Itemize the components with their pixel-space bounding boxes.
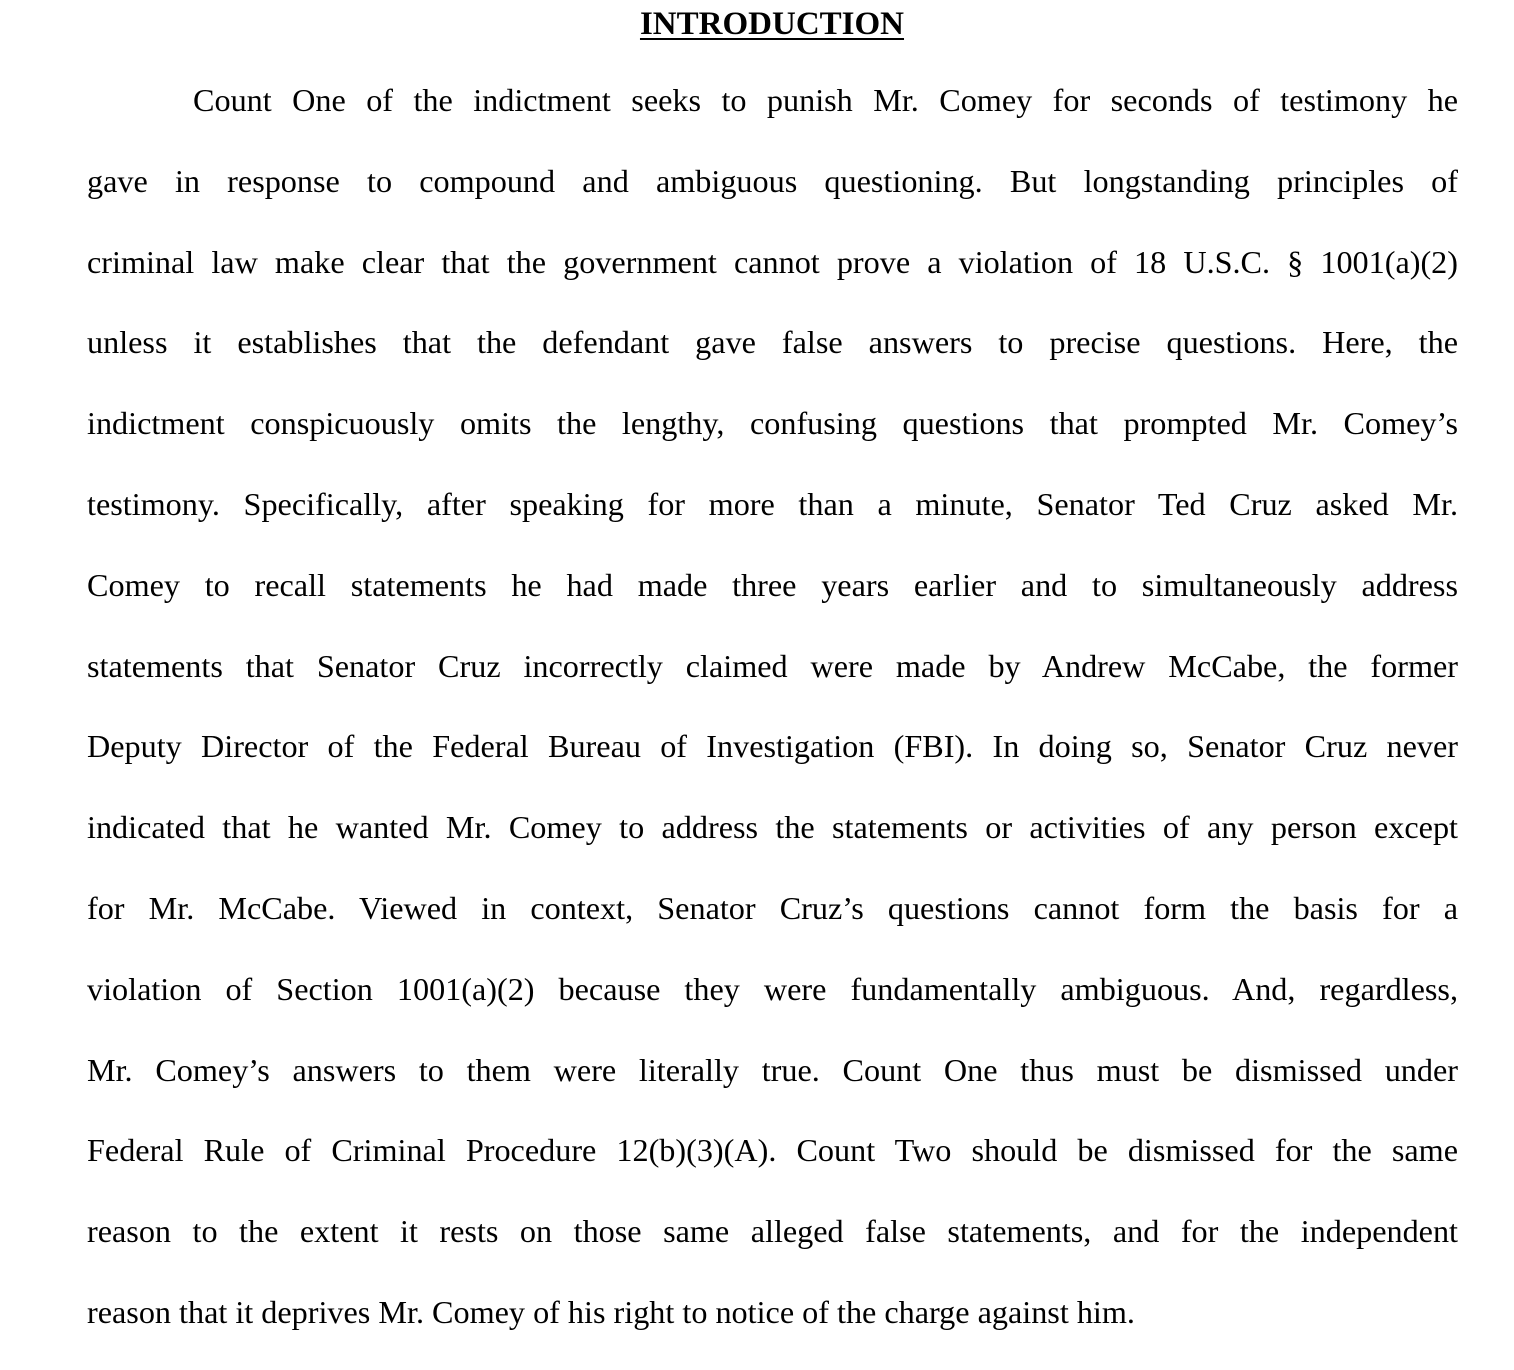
line-text: criminal law make clear that the government cannot prove a violation of 18 U.S.C. § 1001(a)(2): [87, 243, 1458, 280]
paragraph-line: [87, 400, 1458, 481]
paragraph-line: [87, 319, 1458, 400]
line-text: gave in response to compound and ambiguous questioning. But longstanding principles of: [87, 162, 1458, 199]
paragraph-line: [87, 1047, 1458, 1128]
paragraph-line: [87, 1127, 1458, 1208]
line-text: reason that it deprives Mr. Comey of his right to notice of the charge against him.: [87, 1293, 1135, 1330]
paragraph-line: [87, 723, 1458, 804]
line-text: indictment conspicuously omits the lengthy, confusing questions that prompted Mr. Comey’s: [87, 405, 1458, 442]
paragraph-line: [87, 804, 1458, 885]
paragraph-line: [87, 562, 1458, 643]
line-text: violation of Section 1001(a)(2) because they were fundamentally ambiguous. And, regardless,: [87, 970, 1458, 1007]
line-text: unless it establishes that the defendant gave false answers to precise questions. Here, the: [87, 324, 1458, 361]
paragraph-line: [87, 1208, 1458, 1289]
line-text: reason to the extent it rests on those same alleged false statements, and for the independent: [87, 1213, 1458, 1250]
paragraph-line: [87, 77, 1458, 158]
line-text: for Mr. McCabe. Viewed in context, Senator Cruz’s questions cannot form the basis for a: [87, 889, 1458, 926]
line-text: Deputy Director of the Federal Bureau of Investigation (FBI). In doing so, Senator Cruz never: [87, 728, 1458, 765]
line-text: Federal Rule of Criminal Procedure 12(b)(3)(A). Count Two should be dismissed for the same: [87, 1132, 1458, 1169]
paragraph-line: [87, 885, 1458, 966]
line-text: Mr. Comey’s answers to them were literally true. Count One thus must be dismissed under: [87, 1051, 1458, 1088]
paragraph-line: [87, 643, 1458, 724]
line-text: Count One of the indictment seeks to punish Mr. Comey for seconds of testimony he: [193, 82, 1458, 118]
line-text: testimony. Specifically, after speaking for more than a minute, Senator Ted Cruz asked Mr.: [87, 485, 1458, 522]
paragraph-line: [87, 239, 1458, 320]
paragraph-line: [87, 966, 1458, 1047]
section-heading: INTRODUCTION: [639, 6, 905, 42]
paragraph-introduction: [87, 77, 1458, 1370]
paragraph-line: [87, 481, 1458, 562]
paragraph-line: [87, 158, 1458, 239]
line-text: Comey to recall statements he had made three years earlier and to simultaneously address: [87, 566, 1458, 603]
line-text: statements that Senator Cruz incorrectly claimed were made by Andrew McCabe, the former: [87, 647, 1458, 684]
line-text: indicated that he wanted Mr. Comey to address the statements or activities of any person except: [87, 809, 1458, 846]
